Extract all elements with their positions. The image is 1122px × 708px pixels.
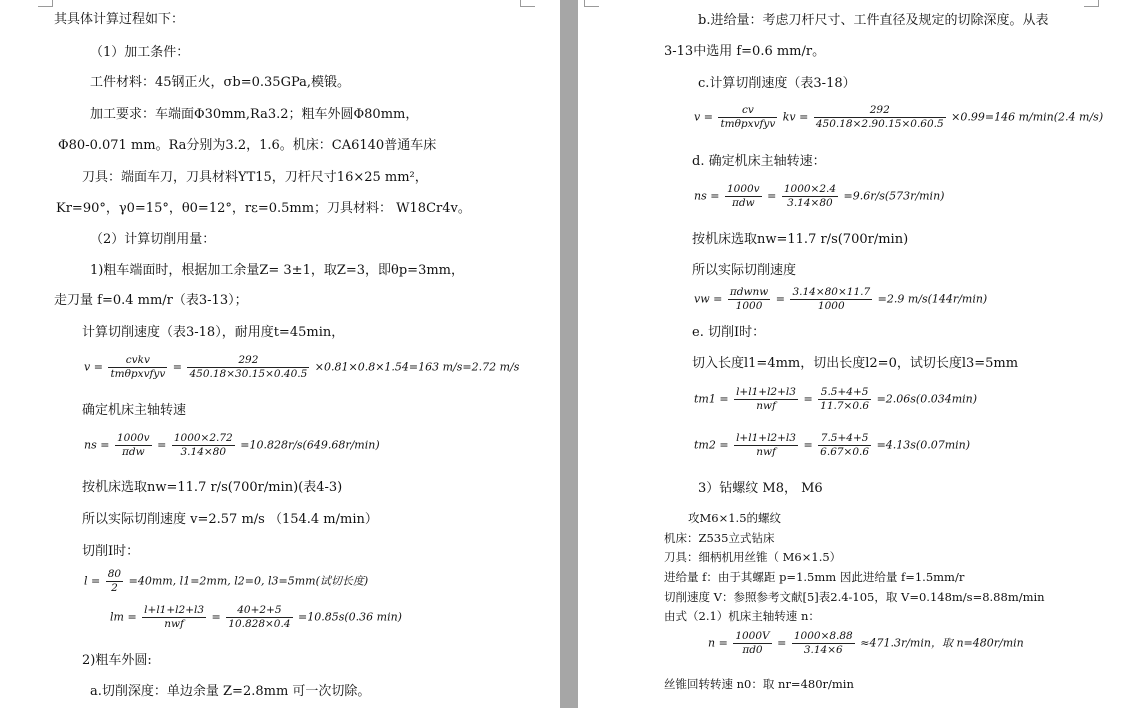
paragraph: 加工要求：车端面Φ30mm,Ra3.2；粗车外圆Φ80mm， <box>90 107 419 122</box>
paragraph: 切削速度 V：参照参考文献[5]表2.4-105，取 V=0.148m/s=8.88m/min <box>664 590 1045 604</box>
paragraph: 计算切削速度（表3-18），耐用度t=45min， <box>82 325 345 340</box>
section-title: （2）计算切削用量： <box>90 232 216 247</box>
heading: 其具体计算过程如下： <box>54 12 185 27</box>
document-page-right <box>578 0 1122 708</box>
paragraph: 按机床选取nw=11.7 r/s(700r/min) <box>692 232 909 247</box>
paragraph: 刀具：细柄机用丝锥（ M6×1.5） <box>664 550 842 564</box>
paragraph: d. 确定机床主轴转速： <box>692 154 826 169</box>
equation-spindle-speed: ns = $\frac{1000v}{\text{πdw}}$ = $\frac{1000\times 2.72}{3.14\times 80}$ =10.828r/s(649.68r/min) <box>84 432 380 458</box>
paragraph: Kr=90°，γ0=15°，θ0=12°，rε=0.5mm；刀具材料： W18Cr4v。 <box>56 201 471 216</box>
equation-tap-spindle: n = $\frac{1000V}{\pi d0}$ = $\frac{1000\times 8.88}{3.14\times 6}$ ≈471.3r/min，取 n=480r/min <box>708 630 1024 656</box>
crop-mark <box>520 0 535 7</box>
equation-time-2: tm2 = $\frac{l+l1+l2+l3}{\text{nwf}}$ = $\frac{7.5+4+5}{6.67\times 0.6}$ =4.13s(0.07min) <box>694 432 971 458</box>
paragraph: a.切削深度：单边余量 Z=2.8mm 可一次切除。 <box>90 684 371 699</box>
equation-cutting-speed: v = $\frac{\text{cvkv}}{\text{tmθpxvfyv}}$ = $\frac{292}{450.18\times 30.15\times 0.40.5}$ ×0.81×0.8×1.54=163 m/s=2.72 m/s <box>84 354 520 380</box>
equation-cutting-time: lm = $\frac{l+l1+l2+l3}{\text{nwf}}$ = $\frac{40+2+5}{10.828\times 0.4}$ =10.85s(0.36 min) <box>110 604 402 630</box>
paragraph: 确定机床主轴转速 <box>82 403 187 418</box>
equation-cutting-speed: v = $\frac{cv}{\text{tmθpxvfyv}}$ kv = $\frac{292}{450.18\times 2.90.15\times 0.60.5}$ ×0.99=146 m/min(2.4 m/s) <box>694 104 1104 130</box>
paragraph: c.计算切削速度（表3-18） <box>698 76 856 91</box>
equation-time-1: tm1 = $\frac{l+l1+l2+l3}{\text{nwf}}$ = $\frac{5.5+4+5}{11.7\times 0.6}$ =2.06s(0.034min) <box>694 386 978 412</box>
paragraph: 刀具：端面车刀，刀具材料YT15，刀杆尺寸16×25 mm²， <box>82 170 428 185</box>
crop-mark <box>38 0 53 7</box>
page-gutter <box>560 0 578 708</box>
equation-actual-speed: vw = $\frac{\text{πdwnw}}{1000}$ = $\frac{3.14\times 80\times 11.7}{1000}$ =2.9 m/s(144r/min) <box>694 286 988 312</box>
document-page-left <box>0 0 560 708</box>
paragraph: 由式（2.1）机床主轴转速 n： <box>664 609 820 623</box>
section-title: （1）加工条件： <box>90 45 190 60</box>
paragraph: 机床：Z535立式钻床 <box>664 531 775 545</box>
equation-spindle-speed: ns = $\frac{1000v}{\text{πdw}}$ = $\frac{1000\times 2.4}{3.14\times 80}$ =9.6r/s(573r/min) <box>694 183 945 209</box>
section-title: e. 切削I时： <box>692 325 766 340</box>
paragraph: 攻M6×1.5的螺纹 <box>688 511 782 525</box>
section-title: 2)粗车外圆: <box>82 653 152 668</box>
paragraph: 工件材料：45钢正火，σb=0.35GPa,模锻。 <box>90 75 351 90</box>
paragraph: 3-13中选用 f=0.6 mm/r。 <box>664 44 826 59</box>
equation-length: l = $\frac{80}{2}$ =40mm, l1=2mm, l2=0, l3=5mm(试切长度) <box>84 568 369 594</box>
paragraph: 切削I时： <box>82 544 140 559</box>
paragraph: 所以实际切削速度 <box>692 263 797 278</box>
crop-mark <box>584 0 599 7</box>
paragraph: 走刀量 f=0.4 mm/r（表3-13）； <box>54 293 248 308</box>
paragraph: 切入长度l1=4mm，切出长度l2=0，试切长度l3=5mm <box>692 356 1019 371</box>
paragraph: 按机床选取nw=11.7 r/s(700r/min)(表4-3) <box>82 480 343 495</box>
paragraph: b.进给量：考虑刀杆尺寸、工件直径及规定的切除深度。从表 <box>698 13 1049 28</box>
paragraph: 丝锥回转转速 n0：取 nr=480r/min <box>664 677 854 691</box>
crop-mark <box>1084 0 1099 7</box>
paragraph: 所以实际切削速度 v=2.57 m/s （154.4 m/min） <box>82 512 378 527</box>
paragraph: 1)粗车端面时，根据加工余量Z= 3±1，取Z=3，即θp=3mm， <box>90 263 464 278</box>
section-title: 3）钻螺纹 M8， M6 <box>698 481 823 496</box>
paragraph: Φ80-0.071 mm。Ra分别为3.2，1.6。机床：CA6140普通车床 <box>58 138 437 153</box>
paragraph: 进给量 f：由于其螺距 p=1.5mm 因此进给量 f=1.5mm/r <box>664 570 965 584</box>
